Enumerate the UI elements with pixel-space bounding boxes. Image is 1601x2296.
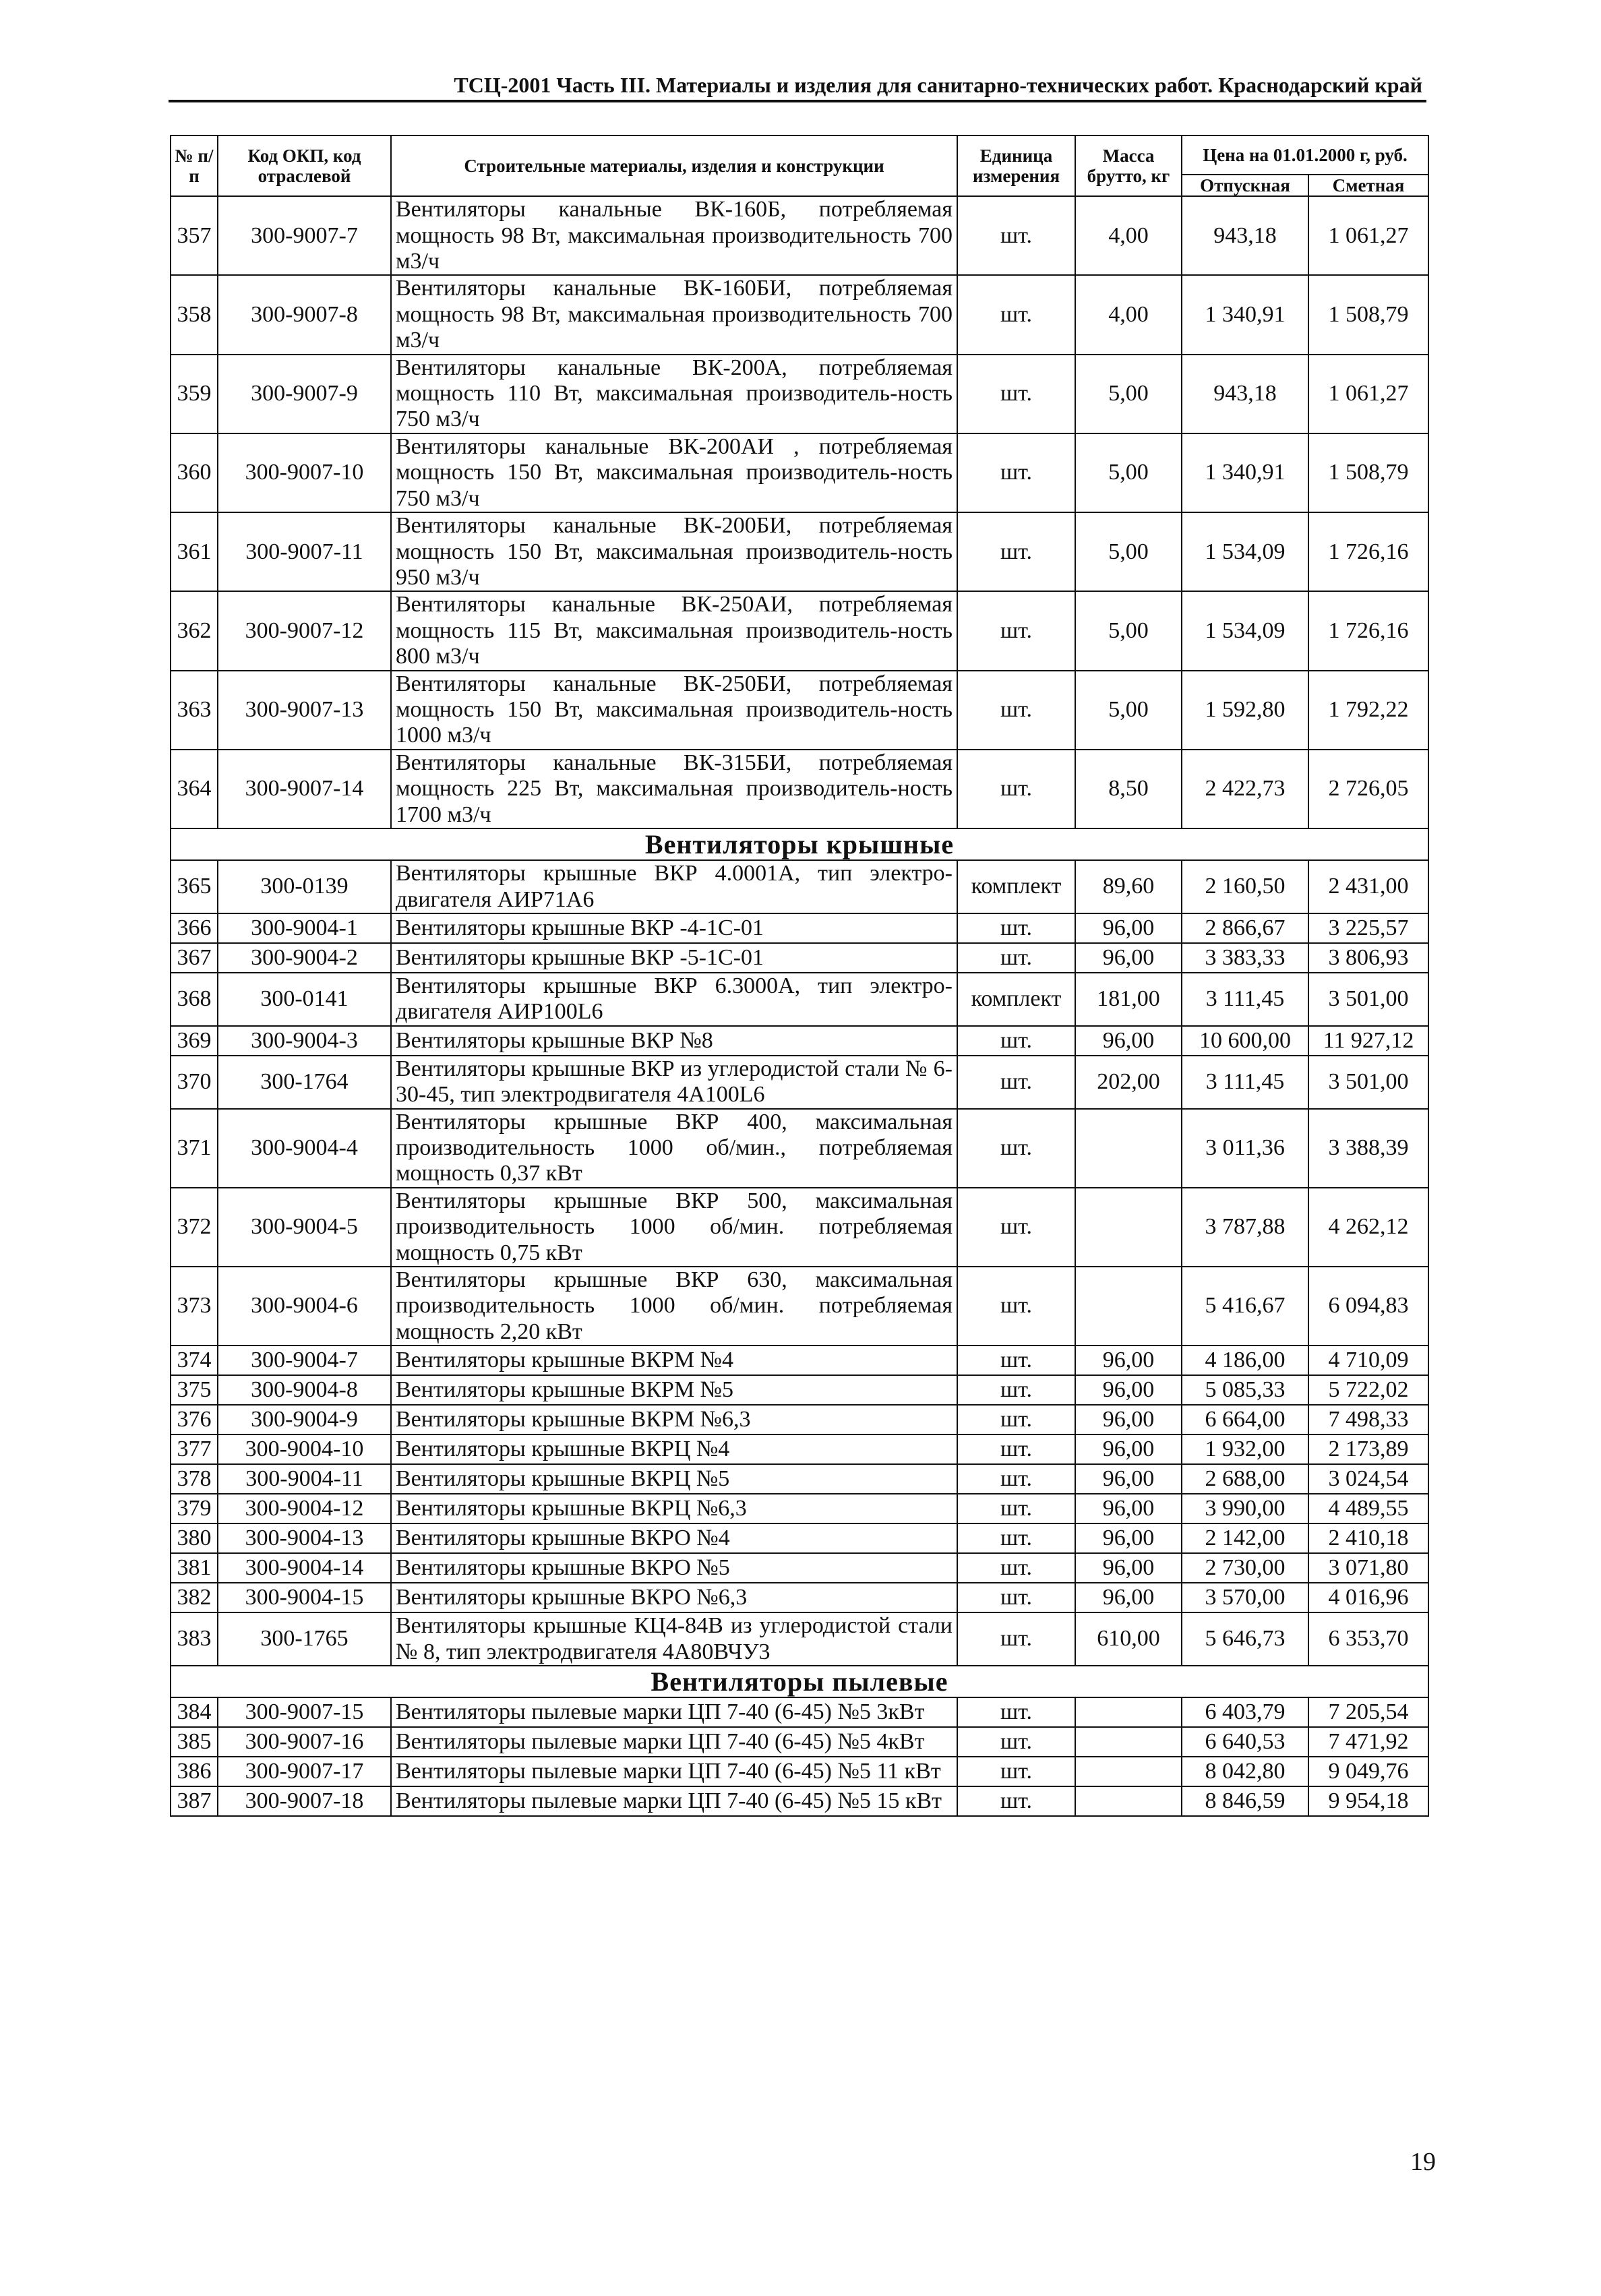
cell-price-release: 1 340,91 <box>1182 433 1308 512</box>
cell-price-release: 943,18 <box>1182 355 1308 433</box>
cell-code: 300-9007-11 <box>218 512 391 591</box>
cell-price-release: 8 042,80 <box>1182 1757 1308 1786</box>
cell-num: 380 <box>171 1523 218 1553</box>
cell-unit: шт. <box>957 1056 1075 1109</box>
cell-name: Вентиляторы крышные ВКР 630, максимальная производительность 1000 об/мин. потребляемая мощность 2,20 кВт <box>391 1267 957 1346</box>
cell-unit: шт. <box>957 1494 1075 1523</box>
cell-code: 300-9007-16 <box>218 1727 391 1757</box>
cell-code: 300-0139 <box>218 860 391 913</box>
cell-price-estimate: 1 726,16 <box>1308 512 1428 591</box>
cell-mass: 96,00 <box>1075 1494 1182 1523</box>
cell-mass: 96,00 <box>1075 1553 1182 1583</box>
cell-code: 300-9004-14 <box>218 1553 391 1583</box>
cell-name: Вентиляторы крышные ВКРО №6,3 <box>391 1583 957 1612</box>
cell-code: 300-9007-14 <box>218 750 391 828</box>
cell-name: Вентиляторы пылевые марки ЦП 7-40 (6-45) №5 15 кВт <box>391 1786 957 1816</box>
cell-code: 300-9004-4 <box>218 1109 391 1188</box>
table-row <box>171 512 1428 591</box>
cell-code: 300-9007-7 <box>218 196 391 275</box>
cell-mass: 96,00 <box>1075 1523 1182 1553</box>
table-row <box>171 1612 1428 1666</box>
cell-name: Вентиляторы канальные ВК-160Б, потребляемая мощность 98 Вт, максимальная производительность 700 м3/ч <box>391 196 957 275</box>
page-number: 19 <box>1410 2148 1436 2176</box>
table-row <box>171 913 1428 943</box>
cell-price-estimate: 4 489,55 <box>1308 1494 1428 1523</box>
cell-price-release: 3 111,45 <box>1182 973 1308 1026</box>
section-row <box>171 1666 1428 1697</box>
cell-price-estimate: 9 049,76 <box>1308 1757 1428 1786</box>
table-row <box>171 1375 1428 1405</box>
cell-code: 300-9004-11 <box>218 1464 391 1494</box>
table-row <box>171 750 1428 828</box>
cell-price-release: 8 846,59 <box>1182 1786 1308 1816</box>
cell-price-estimate: 6 094,83 <box>1308 1267 1428 1346</box>
cell-num: 371 <box>171 1109 218 1188</box>
cell-name: Вентиляторы крышные КЦ4-84В из углеродистой стали № 8, тип электродвигателя 4А80ВЧУ3 <box>391 1612 957 1666</box>
table-row <box>171 1188 1428 1267</box>
table-row <box>171 1553 1428 1583</box>
cell-price-estimate: 9 954,18 <box>1308 1786 1428 1816</box>
cell-num: 357 <box>171 196 218 275</box>
table-row <box>171 1405 1428 1434</box>
cell-unit: шт. <box>957 1267 1075 1346</box>
cell-unit: шт. <box>957 1523 1075 1553</box>
cell-code: 300-1764 <box>218 1056 391 1109</box>
cell-price-release: 5 085,33 <box>1182 1375 1308 1405</box>
col-header-mass: Масса брутто, кг <box>1075 135 1182 196</box>
cell-price-estimate: 2 410,18 <box>1308 1523 1428 1553</box>
cell-num: 382 <box>171 1583 218 1612</box>
cell-mass <box>1075 1697 1182 1727</box>
cell-unit: шт. <box>957 512 1075 591</box>
cell-unit: шт. <box>957 1727 1075 1757</box>
cell-code: 300-9004-7 <box>218 1346 391 1375</box>
cell-num: 385 <box>171 1727 218 1757</box>
table-block-channel <box>171 196 1428 828</box>
cell-unit: шт. <box>957 275 1075 354</box>
cell-price-release: 2 142,00 <box>1182 1523 1308 1553</box>
cell-price-release: 3 383,33 <box>1182 943 1308 973</box>
cell-unit: шт. <box>957 1434 1075 1464</box>
cell-name: Вентиляторы крышные ВКР 500, максимальная производительность 1000 об/мин. потребляемая мощность 0,75 кВт <box>391 1188 957 1267</box>
cell-num: 381 <box>171 1553 218 1583</box>
cell-mass <box>1075 1267 1182 1346</box>
cell-code: 300-9004-15 <box>218 1583 391 1612</box>
cell-price-estimate: 5 722,02 <box>1308 1375 1428 1405</box>
cell-price-release: 1 932,00 <box>1182 1434 1308 1464</box>
cell-price-estimate: 4 710,09 <box>1308 1346 1428 1375</box>
cell-price-release: 5 416,67 <box>1182 1267 1308 1346</box>
cell-price-estimate: 3 388,39 <box>1308 1109 1428 1188</box>
cell-price-estimate: 1 508,79 <box>1308 433 1428 512</box>
cell-name: Вентиляторы канальные ВК-160БИ, потребляемая мощность 98 Вт, максимальная производительность 700 м3/ч <box>391 275 957 354</box>
table-row <box>171 355 1428 433</box>
cell-unit: шт. <box>957 433 1075 512</box>
table-row <box>171 1026 1428 1056</box>
cell-name: Вентиляторы канальные ВК-200А, потребляемая мощность 110 Вт, максимальная производитель-ность 750 м3/ч <box>391 355 957 433</box>
cell-name: Вентиляторы канальные ВК-200АИ , потребляемая мощность 150 Вт, максимальная производитель-ность 750 м3/ч <box>391 433 957 512</box>
cell-price-estimate: 1 792,22 <box>1308 671 1428 750</box>
cell-mass <box>1075 1188 1182 1267</box>
table-row <box>171 1786 1428 1816</box>
col-header-unit: Единица измерения <box>957 135 1075 196</box>
cell-mass: 96,00 <box>1075 1375 1182 1405</box>
cell-price-estimate: 2 173,89 <box>1308 1434 1428 1464</box>
cell-price-estimate: 3 806,93 <box>1308 943 1428 973</box>
cell-unit: шт. <box>957 1757 1075 1786</box>
cell-code: 300-9007-8 <box>218 275 391 354</box>
cell-num: 377 <box>171 1434 218 1464</box>
cell-code: 300-9004-12 <box>218 1494 391 1523</box>
cell-mass: 89,60 <box>1075 860 1182 913</box>
cell-name: Вентиляторы крышные ВКР №8 <box>391 1026 957 1056</box>
cell-code: 300-9004-8 <box>218 1375 391 1405</box>
table-row <box>171 1434 1428 1464</box>
cell-mass: 4,00 <box>1075 275 1182 354</box>
cell-price-release: 2 422,73 <box>1182 750 1308 828</box>
cell-price-estimate: 4 016,96 <box>1308 1583 1428 1612</box>
cell-mass: 96,00 <box>1075 913 1182 943</box>
cell-price-release: 3 787,88 <box>1182 1188 1308 1267</box>
cell-mass: 96,00 <box>1075 1346 1182 1375</box>
cell-price-estimate: 4 262,12 <box>1308 1188 1428 1267</box>
cell-num: 362 <box>171 591 218 670</box>
cell-code: 300-9007-9 <box>218 355 391 433</box>
cell-price-estimate: 6 353,70 <box>1308 1612 1428 1666</box>
cell-name: Вентиляторы крышные ВКР 400, максимальная производительность 1000 об/мин., потребляемая мощность 0,37 кВт <box>391 1109 957 1188</box>
cell-code: 300-9007-15 <box>218 1697 391 1727</box>
cell-num: 370 <box>171 1056 218 1109</box>
cell-name: Вентиляторы крышные ВКРО №4 <box>391 1523 957 1553</box>
col-header-num: № п/п <box>171 135 218 196</box>
cell-unit: шт. <box>957 671 1075 750</box>
cell-unit: комплект <box>957 860 1075 913</box>
cell-price-release: 3 990,00 <box>1182 1494 1308 1523</box>
section-roof <box>171 828 1428 860</box>
cell-price-release: 943,18 <box>1182 196 1308 275</box>
cell-code: 300-1765 <box>218 1612 391 1666</box>
cell-code: 300-9004-9 <box>218 1405 391 1434</box>
table-row <box>171 1346 1428 1375</box>
table-row <box>171 1697 1428 1727</box>
cell-mass: 5,00 <box>1075 355 1182 433</box>
cell-price-estimate: 7 471,92 <box>1308 1727 1428 1757</box>
cell-num: 363 <box>171 671 218 750</box>
table-row <box>171 1267 1428 1346</box>
cell-num: 373 <box>171 1267 218 1346</box>
cell-unit: шт. <box>957 1553 1075 1583</box>
cell-mass: 96,00 <box>1075 1405 1182 1434</box>
cell-name: Вентиляторы крышные ВКР 6.3000А, тип электро-двигателя АИР100L6 <box>391 973 957 1026</box>
cell-price-release: 2 866,67 <box>1182 913 1308 943</box>
cell-unit: шт. <box>957 591 1075 670</box>
cell-mass: 96,00 <box>1075 1464 1182 1494</box>
cell-name: Вентиляторы крышные ВКР -5-1С-01 <box>391 943 957 973</box>
cell-code: 300-9004-13 <box>218 1523 391 1553</box>
table-row <box>171 1583 1428 1612</box>
cell-price-estimate: 2 726,05 <box>1308 750 1428 828</box>
cell-price-release: 3 570,00 <box>1182 1583 1308 1612</box>
cell-mass: 5,00 <box>1075 591 1182 670</box>
cell-mass: 4,00 <box>1075 196 1182 275</box>
table-row <box>171 275 1428 354</box>
cell-price-estimate: 1 061,27 <box>1308 355 1428 433</box>
cell-unit: шт. <box>957 1109 1075 1188</box>
cell-price-estimate: 1 726,16 <box>1308 591 1428 670</box>
cell-name: Вентиляторы крышные ВКРО №5 <box>391 1553 957 1583</box>
cell-code: 300-9004-2 <box>218 943 391 973</box>
cell-name: Вентиляторы крышные ВКРМ №5 <box>391 1375 957 1405</box>
table-row <box>171 1109 1428 1188</box>
cell-mass: 202,00 <box>1075 1056 1182 1109</box>
cell-name: Вентиляторы канальные ВК-250БИ, потребляемая мощность 150 Вт, максимальная производитель-ность 1000 м3/ч <box>391 671 957 750</box>
cell-code: 300-9004-5 <box>218 1188 391 1267</box>
cell-mass: 96,00 <box>1075 1026 1182 1056</box>
cell-unit: шт. <box>957 1346 1075 1375</box>
cell-unit: шт. <box>957 1375 1075 1405</box>
table-row <box>171 943 1428 973</box>
cell-code: 300-9007-10 <box>218 433 391 512</box>
cell-price-estimate: 1 508,79 <box>1308 275 1428 354</box>
cell-mass: 610,00 <box>1075 1612 1182 1666</box>
cell-price-release: 6 664,00 <box>1182 1405 1308 1434</box>
cell-unit: комплект <box>957 973 1075 1026</box>
table-header <box>171 135 1428 196</box>
col-header-price-release: Отпускная <box>1182 175 1308 196</box>
cell-name: Вентиляторы крышные ВКРЦ №4 <box>391 1434 957 1464</box>
cell-price-estimate: 11 927,12 <box>1308 1026 1428 1056</box>
cell-unit: шт. <box>957 1026 1075 1056</box>
cell-price-estimate: 3 225,57 <box>1308 913 1428 943</box>
cell-num: 375 <box>171 1375 218 1405</box>
cell-num: 379 <box>171 1494 218 1523</box>
cell-name: Вентиляторы крышные ВКРМ №6,3 <box>391 1405 957 1434</box>
cell-price-release: 2 730,00 <box>1182 1553 1308 1583</box>
cell-price-release: 1 534,09 <box>1182 512 1308 591</box>
table-row <box>171 1464 1428 1494</box>
cell-num: 383 <box>171 1612 218 1666</box>
cell-name: Вентиляторы пылевые марки ЦП 7-40 (6-45) №5 11 кВт <box>391 1757 957 1786</box>
table-block-dust <box>171 1697 1428 1816</box>
cell-num: 364 <box>171 750 218 828</box>
cell-mass <box>1075 1786 1182 1816</box>
cell-code: 300-9007-17 <box>218 1757 391 1786</box>
col-header-price-estimate: Сметная <box>1308 175 1428 196</box>
table-row <box>171 1727 1428 1757</box>
cell-unit: шт. <box>957 913 1075 943</box>
section-dust <box>171 1666 1428 1697</box>
cell-price-release: 2 160,50 <box>1182 860 1308 913</box>
table-row <box>171 1523 1428 1553</box>
cell-unit: шт. <box>957 1583 1075 1612</box>
cell-price-release: 10 600,00 <box>1182 1026 1308 1056</box>
table-row <box>171 591 1428 670</box>
cell-price-release: 4 186,00 <box>1182 1346 1308 1375</box>
cell-code: 300-9007-12 <box>218 591 391 670</box>
cell-num: 387 <box>171 1786 218 1816</box>
col-header-price-group: Цена на 01.01.2000 г, руб. <box>1182 135 1428 175</box>
cell-unit: шт. <box>957 1612 1075 1666</box>
cell-price-release: 6 403,79 <box>1182 1697 1308 1727</box>
cell-price-release: 6 640,53 <box>1182 1727 1308 1757</box>
table-row <box>171 433 1428 512</box>
cell-name: Вентиляторы крышные ВКР из углеродистой стали № 6-30-45, тип электродвигателя 4А100L6 <box>391 1056 957 1109</box>
cell-unit: шт. <box>957 196 1075 275</box>
cell-mass: 96,00 <box>1075 1583 1182 1612</box>
cell-unit: шт. <box>957 1188 1075 1267</box>
cell-price-estimate: 7 205,54 <box>1308 1697 1428 1727</box>
cell-price-release: 5 646,73 <box>1182 1612 1308 1666</box>
cell-code: 300-9004-3 <box>218 1026 391 1056</box>
cell-num: 376 <box>171 1405 218 1434</box>
cell-num: 369 <box>171 1026 218 1056</box>
cell-name: Вентиляторы крышные ВКРЦ №6,3 <box>391 1494 957 1523</box>
cell-num: 358 <box>171 275 218 354</box>
cell-name: Вентиляторы канальные ВК-200БИ, потребляемая мощность 150 Вт, максимальная производитель-ность 950 м3/ч <box>391 512 957 591</box>
cell-price-estimate: 3 501,00 <box>1308 973 1428 1026</box>
cell-price-release: 2 688,00 <box>1182 1464 1308 1494</box>
cell-name: Вентиляторы пылевые марки ЦП 7-40 (6-45) №5 3кВт <box>391 1697 957 1727</box>
cell-num: 372 <box>171 1188 218 1267</box>
cell-name: Вентиляторы крышные ВКР -4-1С-01 <box>391 913 957 943</box>
cell-code: 300-0141 <box>218 973 391 1026</box>
header-rule <box>169 100 1426 102</box>
cell-name: Вентиляторы крышные ВКРМ №4 <box>391 1346 957 1375</box>
table-row <box>171 973 1428 1026</box>
cell-num: 374 <box>171 1346 218 1375</box>
cell-num: 386 <box>171 1757 218 1786</box>
cell-mass: 5,00 <box>1075 512 1182 591</box>
cell-unit: шт. <box>957 1464 1075 1494</box>
cell-num: 367 <box>171 943 218 973</box>
col-header-code: Код ОКП, код отраслевой <box>218 135 391 196</box>
cell-num: 360 <box>171 433 218 512</box>
cell-price-release: 1 534,09 <box>1182 591 1308 670</box>
cell-price-estimate: 3 501,00 <box>1308 1056 1428 1109</box>
cell-mass: 5,00 <box>1075 433 1182 512</box>
cell-mass <box>1075 1727 1182 1757</box>
cell-mass: 96,00 <box>1075 943 1182 973</box>
cell-name: Вентиляторы крышные ВКРЦ №5 <box>391 1464 957 1494</box>
cell-price-estimate: 3 024,54 <box>1308 1464 1428 1494</box>
cell-unit: шт. <box>957 1405 1075 1434</box>
cell-name: Вентиляторы канальные ВК-250АИ, потребляемая мощность 115 Вт, максимальная производитель-ность 800 м3/ч <box>391 591 957 670</box>
cell-num: 359 <box>171 355 218 433</box>
cell-code: 300-9007-13 <box>218 671 391 750</box>
cell-mass <box>1075 1109 1182 1188</box>
cell-code: 300-9007-18 <box>218 1786 391 1816</box>
table-row <box>171 860 1428 913</box>
cell-num: 378 <box>171 1464 218 1494</box>
cell-name: Вентиляторы канальные ВК-315БИ, потребляемая мощность 225 Вт, максимальная производитель-ность 1700 м3/ч <box>391 750 957 828</box>
table-row <box>171 671 1428 750</box>
price-table <box>170 135 1429 1817</box>
cell-unit: шт. <box>957 1786 1075 1816</box>
cell-name: Вентиляторы пылевые марки ЦП 7-40 (6-45) №5 4кВт <box>391 1727 957 1757</box>
section-title-dust: Вентиляторы пылевые <box>171 1666 1428 1697</box>
cell-price-release: 1 340,91 <box>1182 275 1308 354</box>
cell-price-estimate: 1 061,27 <box>1308 196 1428 275</box>
table-row <box>171 196 1428 275</box>
table-row <box>171 1757 1428 1786</box>
cell-price-estimate: 7 498,33 <box>1308 1405 1428 1434</box>
cell-num: 365 <box>171 860 218 913</box>
cell-mass: 96,00 <box>1075 1434 1182 1464</box>
cell-unit: шт. <box>957 750 1075 828</box>
cell-mass <box>1075 1757 1182 1786</box>
cell-code: 300-9004-6 <box>218 1267 391 1346</box>
table-row <box>171 1056 1428 1109</box>
cell-price-release: 3 111,45 <box>1182 1056 1308 1109</box>
section-row <box>171 828 1428 860</box>
section-title-roof: Вентиляторы крышные <box>171 828 1428 860</box>
cell-num: 368 <box>171 973 218 1026</box>
cell-mass: 5,00 <box>1075 671 1182 750</box>
cell-num: 366 <box>171 913 218 943</box>
table-row <box>171 1494 1428 1523</box>
cell-num: 384 <box>171 1697 218 1727</box>
cell-code: 300-9004-10 <box>218 1434 391 1464</box>
cell-code: 300-9004-1 <box>218 913 391 943</box>
cell-unit: шт. <box>957 355 1075 433</box>
cell-unit: шт. <box>957 943 1075 973</box>
cell-price-release: 3 011,36 <box>1182 1109 1308 1188</box>
cell-unit: шт. <box>957 1697 1075 1727</box>
cell-price-release: 1 592,80 <box>1182 671 1308 750</box>
cell-name: Вентиляторы крышные ВКР 4.0001А, тип электро-двигателя АИР71А6 <box>391 860 957 913</box>
cell-mass: 8,50 <box>1075 750 1182 828</box>
col-header-name: Строительные материалы, изделия и конструкции <box>391 135 957 196</box>
cell-price-estimate: 2 431,00 <box>1308 860 1428 913</box>
page-header-title: ТСЦ-2001 Часть III. Материалы и изделия для санитарно-технических работ. Краснодарский край <box>454 73 1422 97</box>
cell-num: 361 <box>171 512 218 591</box>
table-block-roof <box>171 860 1428 1666</box>
cell-price-estimate: 3 071,80 <box>1308 1553 1428 1583</box>
cell-mass: 181,00 <box>1075 973 1182 1026</box>
